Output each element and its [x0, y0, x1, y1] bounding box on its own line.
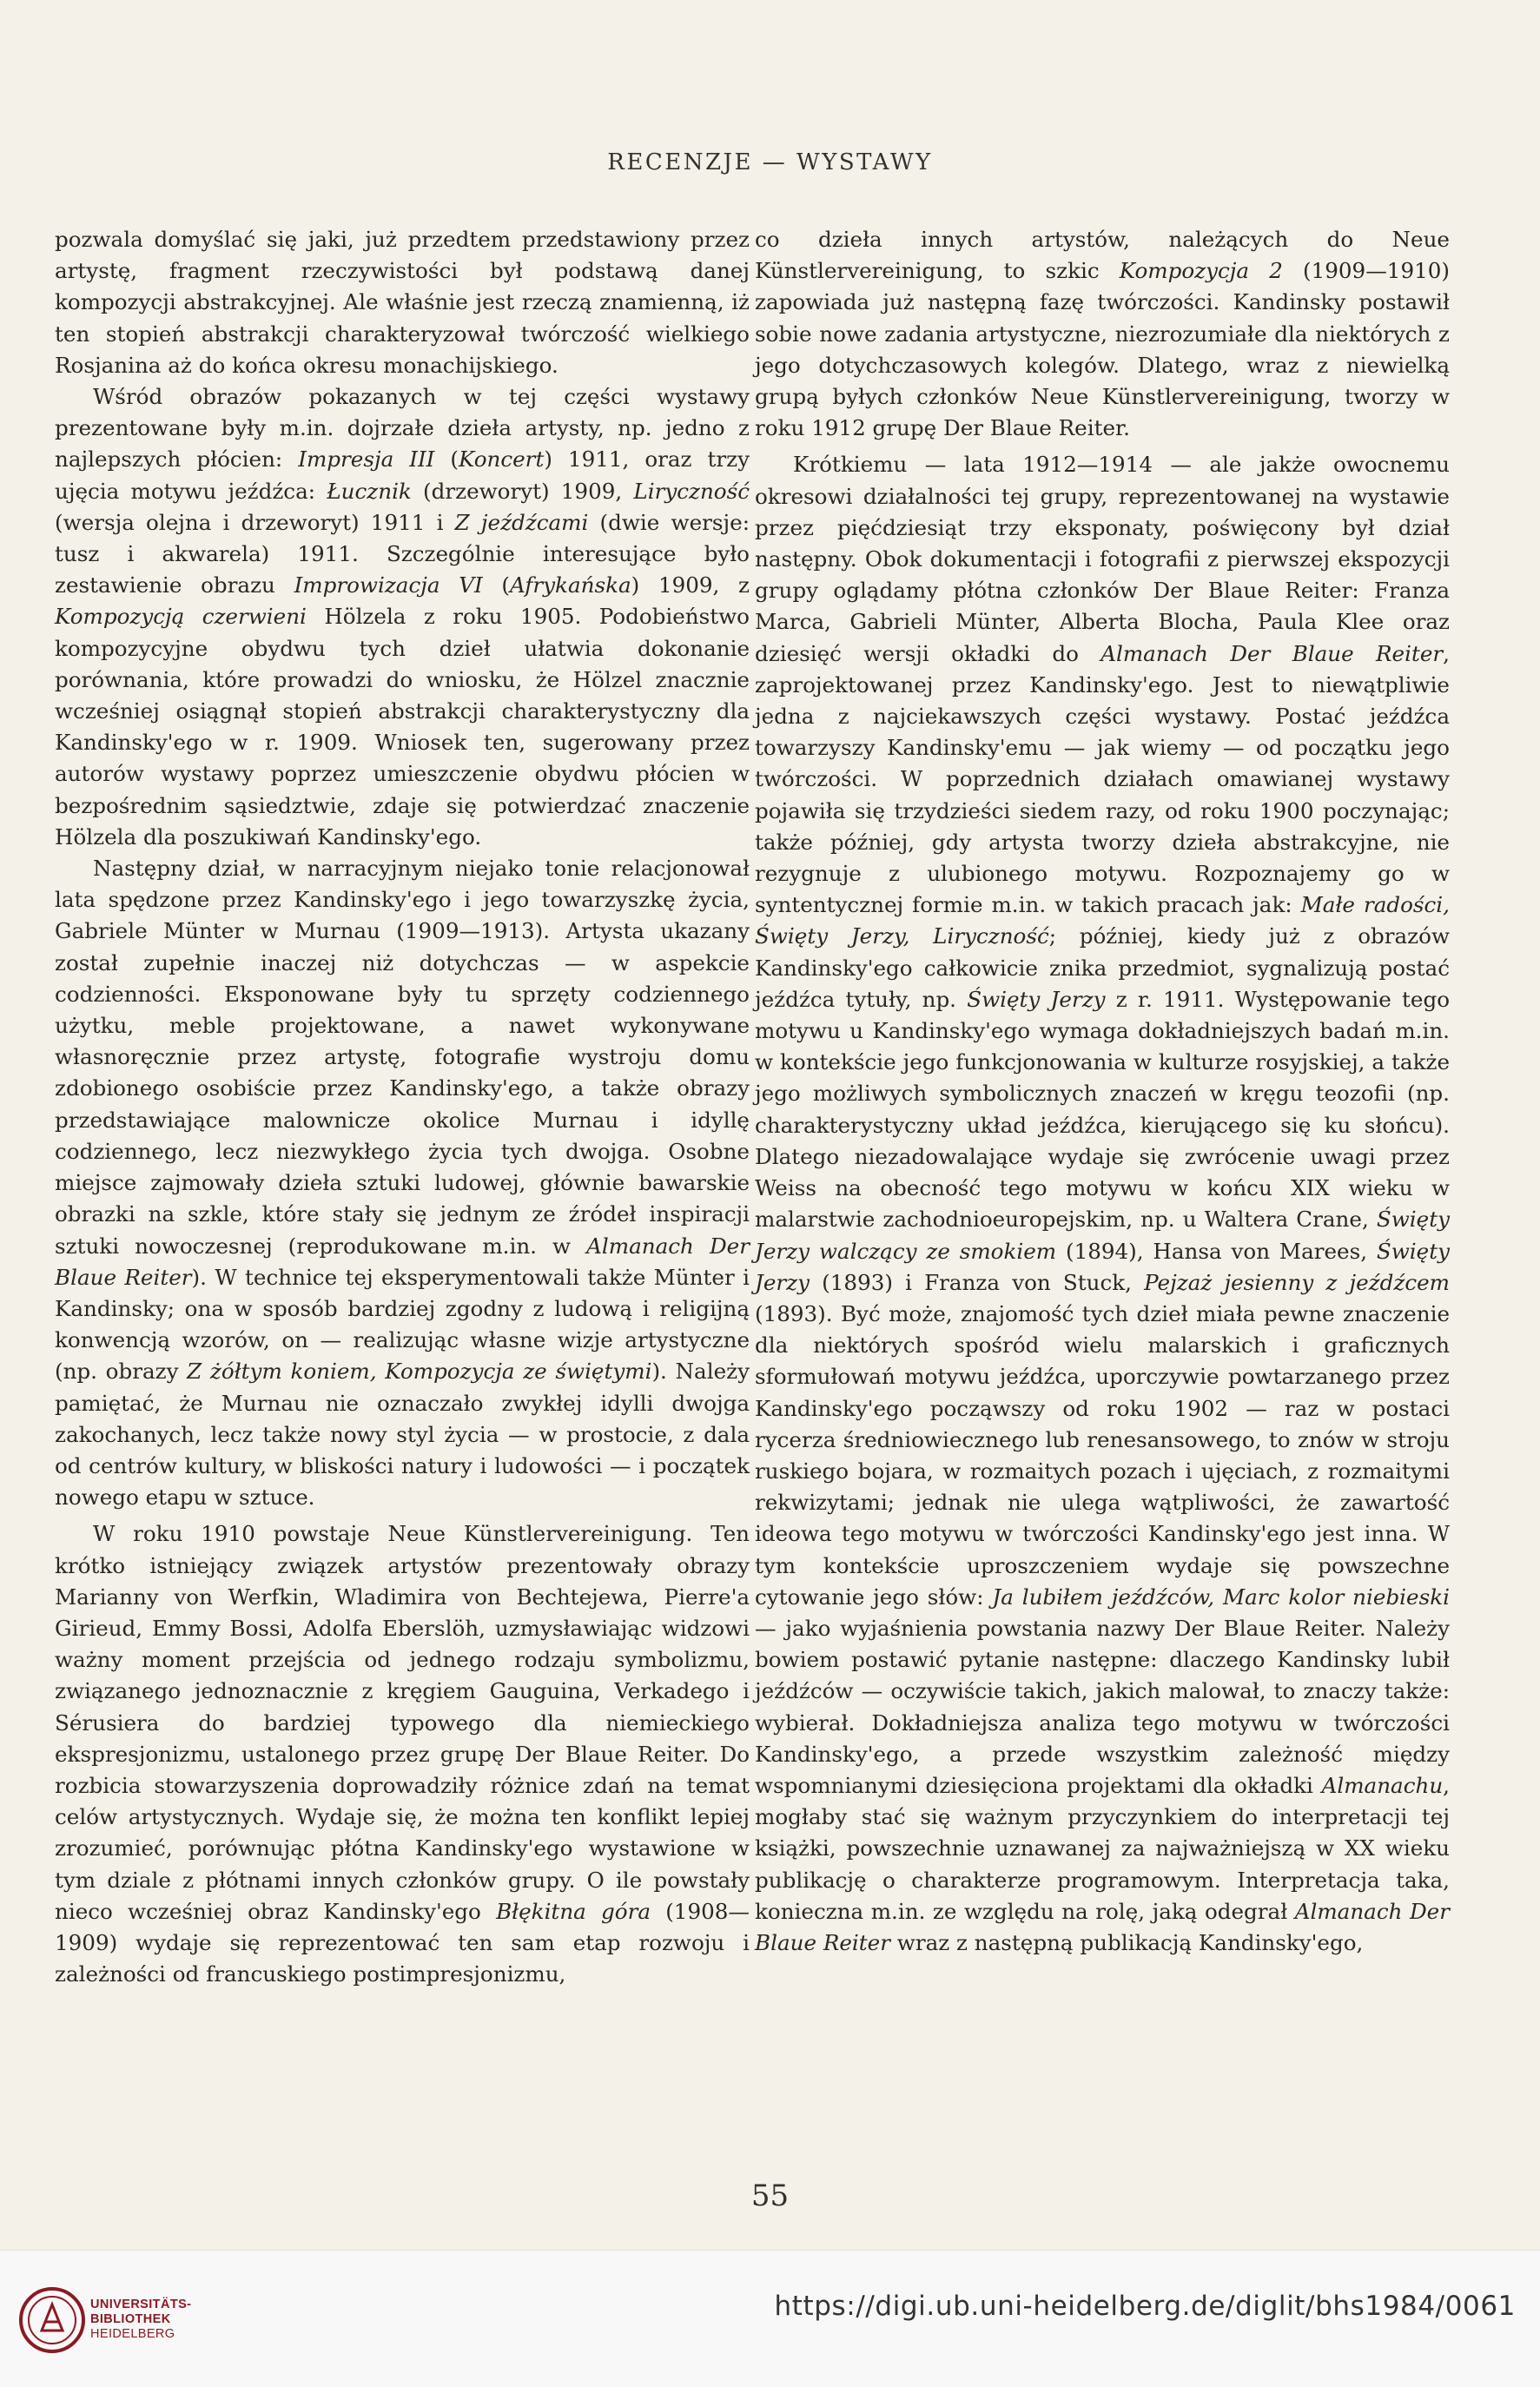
left-paragraph-3: Następny dział, w narracyjnym niejako tonie relacjonował lata spędzone przez Kandinsky'ego i jego towarzyszkę życia, Gabriele Münter w Murnau (1909—1913). Artysta ukazany został zupełnie inaczej niż dotychczas — w aspekcie codzienności. Eksponowane były tu sprzęty codziennego użytku, meble projektowane, a nawet wykonywane własnoręcznie przez artystę, fotografie wystroju domu zdobionego osobiście przez Kandinsky'ego, a także obrazy przedstawiające malownicze okolice Murnau i idyllę codziennego, lecz niezwykłego życia tych dwojga. Osobne miejsce zajmowały dzieła sztuki ludowej, głównie bawarskie obrazki na szkle, które stały się jednym ze źródeł inspiracji sztuki nowoczesnej (reprodukowane m.in. w Almanach Der Blaue Reiter). W technice tej eksperymentowali także Münter i Kandinsky; ona w sposób bardziej zgodny z ludową i religijną konwencją wzorów, on — realizując własne wizje artystyczne (np. obrazy Z żółtym koniem, Kompozycja ze świętymi). Należy pamiętać, że Murnau nie oznaczało zwykłej idylli dwojga zakochanych, lecz także nowy styl życia — w prostocie, z dala od centrów kultury, w bliskości natury i ludowości — i początek nowego etapu w sztuce. — [55, 856, 750, 1511]
permalink-url[interactable]: https://digi.ub.uni-heidelberg.de/diglit/bhs1984/0061 — [774, 2291, 1516, 2322]
left-paragraph-1: pozwala domyślać się jaki, już przedtem przedstawiony przez artystę, fragment rzeczywistości był podstawą danej kompozycji abstrakcyjnej. Ale właśnie jest rzeczą znamienną, iż ten stopień abstrakcji charakteryzował twórczość wielkiego Rosjanina aż do końca okresu monachijskiego. — [55, 227, 750, 378]
left-column — [55, 224, 750, 1990]
library-seal-icon — [17, 2285, 87, 2355]
right-paragraph-2: Krótkiemu — lata 1912—1914 — ale jakże owocnemu okresowi działalności tej grupy, reprezentowanej na wystawie przez pięćdziesiąt trzy eksponaty, poświęcony był dział następny. Obok dokumentacji i fotografii z pierwszej ekspozycji grupy oglądamy płótna członków Der Blaue Reiter: Franza Marca, Gabrieli Münter, Alberta Blocha, Paula Klee oraz dziesięć wersji okładki do Almanach Der Blaue Reiter, zaprojektowanej przez Kandinsky'ego. Jest to niewątpliwie jedna z najciekawszych części wystawy. Postać jeźdźca towarzyszy Kandinsky'emu — jak wiemy — od początku jego twórczości. W poprzednich działach omawianej wystawy pojawiła się trzydzieści siedem razy, od roku 1900 poczynając; także później, gdy artysta tworzy dzieła abstrakcyjne, nie rezygnuje z ulubionego motywu. Rozpoznajemy go w syntentycznej formie m.in. w takich pracach jak: Małe radości, Święty Jerzy, Liryczność; później, kiedy już z obrazów Kandinsky'ego całkowicie znika przedmiot, sygnalizują postać jeźdźca tytuły, np. Święty Jerzy z r. 1911. Występowanie tego motywu u Kandinsky'ego wymaga dokładniejszych badań m.in. w kontekście jego funkcjonowania w kulturze rosyjskiej, a także jego możliwych symbolicznych znaczeń w kręgu teozofii (np. charakterystyczny układ jeźdźca, kierującego się ku słońcu). Dlatego niezadowalające wydaje się zwrócenie uwagi przez Weiss na obecność tego motywu w końcu XIX wieku w malarstwie zachodnioeuropejskim, np. u Waltera Crane, Święty Jerzy walczący ze smokiem (1894), Hansa von Marees, Święty Jerzy (1893) i Franza von Stuck, Pejzaż jesienny z jeźdźcem (1893). Być może, znajomość tych dzieł miała pewne znaczenie dla niektórych spośród wielu malarskich i graficznych sformułowań motywu jeźdźca, uporczywie powtarzanego przez Kandinsky'ego począwszy od roku 1902 — raz w postaci rycerza średniowiecznego lub renesansowego, to znów w stroju ruskiego bojara, w rozmaitych pozach i ujęciach, z rozmaitymi rekwizytami; jednak nie ulega wątpliwości, że zawartość ideowa tego motywu w twórczości Kandinsky'ego jest inna. W tym kontekście uproszczeniem wydaje się powszechne cytowanie jego słów: Ja lubiłem jeźdźców, Marc kolor niebieski — jako wyjaśnienia powstania nazwy Der Blaue Reiter. Należy bowiem postawić pytanie następne: dlaczego Kandinsky lubił jeźdźców — oczywiście takich, jakich malował, to znaczy także: wybierał. Dokładniejsza analiza tego motywu w twórczości Kandinsky'ego, a przede wszystkim zależność między wspomnianymi dziesięciona projektami dla okładki Almanachu, mogłaby stać się ważnym przyczynkiem do interpretacji tej książki, powszechnie uznawanej za najważniejszą w XX wieku publikację o charakterze programowym. Interpretacja taka, konieczna m.in. ze względu na rolę, jaką odegrał Almanach Der Blaue Reiter wraz z następną publikacją Kandinsky'ego, — [755, 452, 1451, 1955]
library-name: UNIVERSITÄTS- BIBLIOTHEK HEIDELBERG — [90, 2298, 192, 2341]
right-column — [755, 224, 1450, 1959]
left-paragraph-4: W roku 1910 powstaje Neue Künstlervereinigung. Ten krótko istniejący związek artystów prezentowały obrazy Marianny von Werfkin, Wladimira von Bechtejewa, Pierre'a Girieud, Emmy Bossi, Adolfa Eberslöh, uzmysławiając widzowi ważny moment przejścia od jednego rodzaju symbolizmu, związanego jednoznacznie z kręgiem Gauguina, Verkadego i Sérusiera do bardziej typowego dla niemieckiego ekspresjonizmu, ustalonego przez grupę Der Blaue Reiter. Do rozbicia stowarzyszenia doprowadziły różnice zdań na temat celów artystycznych. Wydaje się, że można ten konflikt lepiej zrozumieć, porównując płótna Kandinsky'ego wystawione w tym dziale z płótnami innych członków grupy. O ile powstały nieco wcześniej obraz Kandinsky'ego Błękitna góra (1908—1909) wydaje się reprezentować ten sam etap rozwoju i zależności od francuskiego postimpresjonizmu, — [55, 1521, 750, 1987]
viewer-footer — [0, 2250, 1540, 2387]
page-header: RECENZJE — WYSTAWY — [607, 149, 933, 175]
left-paragraph-2: Wśród obrazów pokazanych w tej części wystawy prezentowane były m.in. dojrzałe dzieła artysty, np. jedno z najlepszych płócien: Impresja III (Koncert) 1911, oraz trzy ujęcia motywu jeźdźca: Łucznik (drzeworyt) 1909, Liryczność (wersja olejna i drzeworyt) 1911 i Z jeźdźcami (dwie wersje: tusz i akwarela) 1911. Szczególnie interesujące było zestawienie obrazu Improwizacja VI (Afrykańska) 1909, z Kompozycją czerwieni Hölzela z roku 1905. Podobieństwo kompozycyjne obydwu tych dzieł ułatwia dokonanie porównania, które prowadzi do wniosku, że Hölzel znacznie wcześniej osiągnął stopień abstrakcji charakterystyczny dla Kandinsky'ego w r. 1909. Wniosek ten, sugerowany przez autorów wystawy poprzez umieszczenie obydwu płócien w bezpośrednim sąsiedztwie, zdaje się potwierdzać znaczenie Hölzela dla poszukiwań Kandinsky'ego. — [55, 384, 750, 850]
right-paragraph-1: co dzieła innych artystów, należących do Neue Künstlervereinigung, to szkic Kompozycja 2 (1909—1910) zapowiada już następną fazę twórczości. Kandinsky postawił sobie nowe zadania artystyczne, niezrozumiałe dla niektórych z jego dotychczasowych kolegów. Dlatego, wraz z niewielką grupą byłych członków Neue Künstlervereinigung, tworzy w roku 1912 grupę Der Blaue Reiter. — [755, 227, 1450, 441]
page-number: 55 — [750, 2179, 790, 2213]
